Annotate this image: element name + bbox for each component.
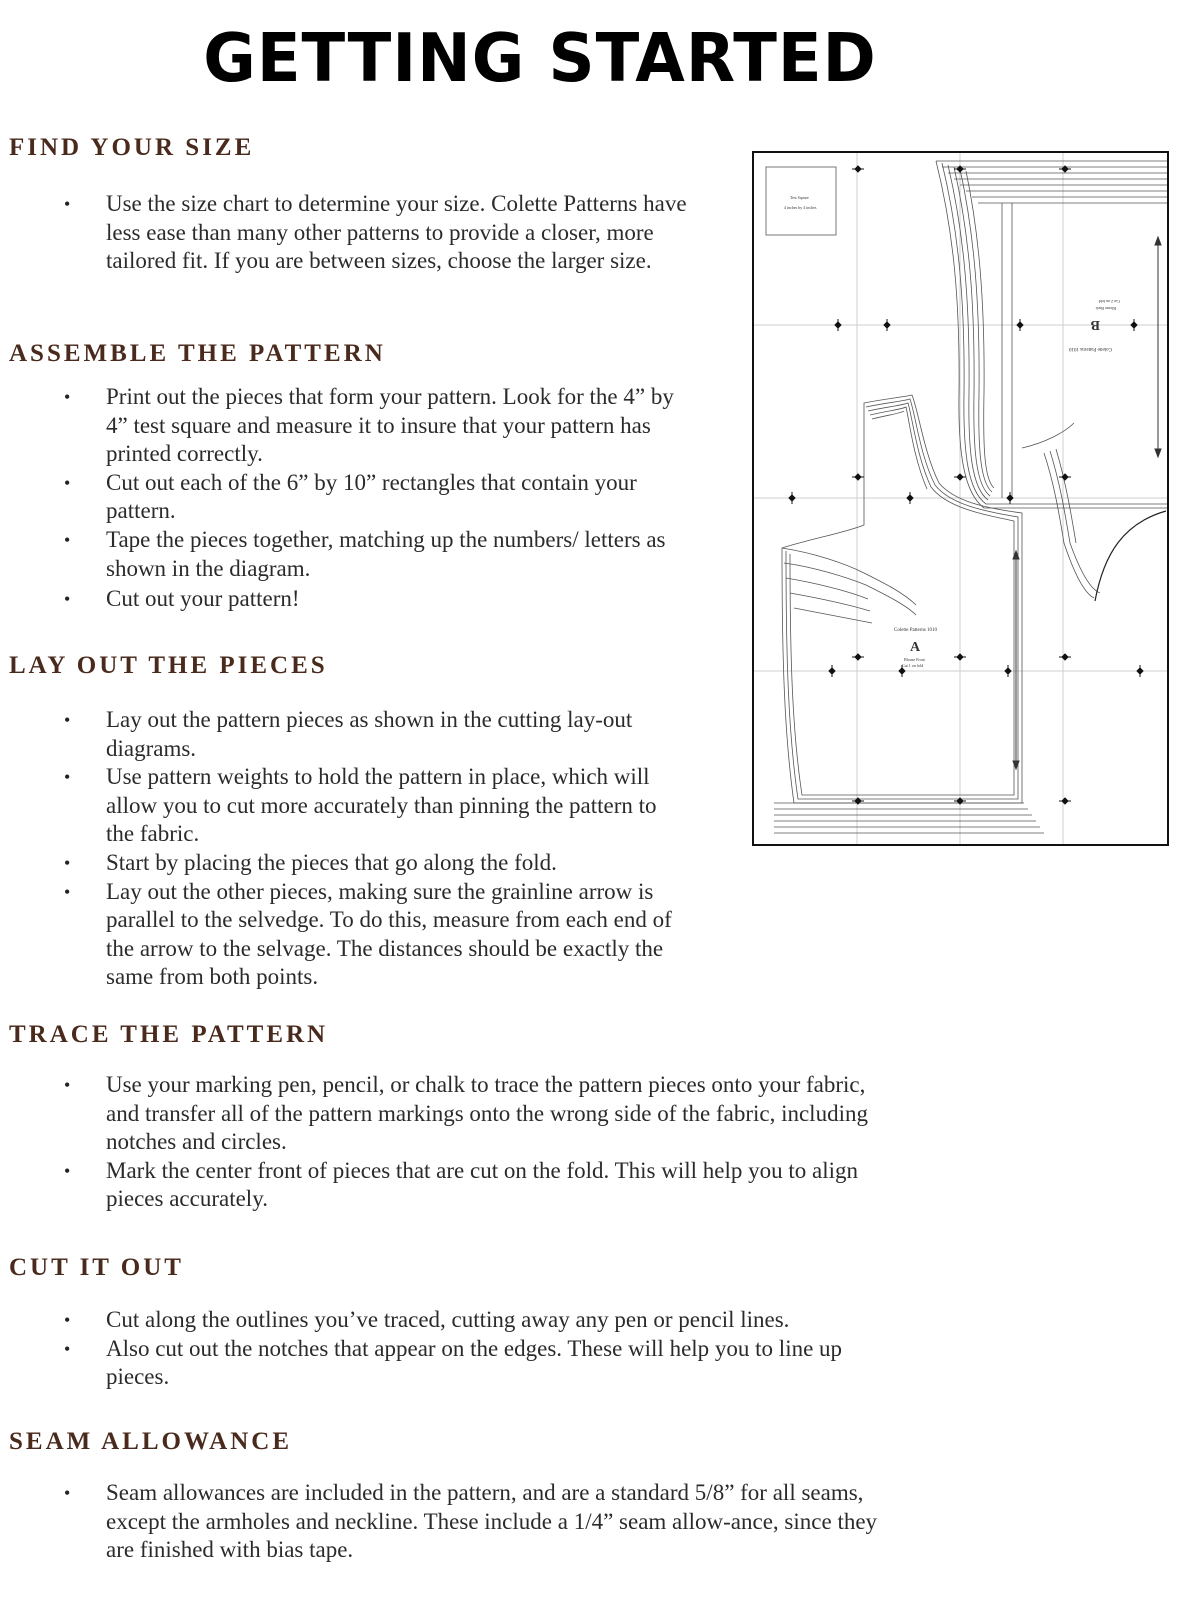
list-item: • Use your marking pen, pencil, or chalk to trace the pattern pieces onto your fabric, and transfer all of the pattern markings onto the wrong side of the fabric, including notches and circles. <box>64 1072 868 1155</box>
test-square <box>766 167 836 235</box>
list-item: • Cut out your pattern! <box>60 585 700 614</box>
svg-text:Blouse Front: Blouse Front <box>904 657 925 662</box>
section-heading-assemble-the-pattern: ASSEMBLE THE PATTERN <box>9 340 386 367</box>
list-item: • Lay out the pattern pieces as shown in the cutting lay-out diagrams. <box>64 707 633 761</box>
list-item: • Tape the pieces together, matching up the numbers/ letters as shown in the diagram. <box>64 526 666 581</box>
find-your-size-list <box>60 190 700 276</box>
list-item: • Cut along the outlines you’ve traced, cutting away any pen or pencil lines. <box>60 1306 890 1335</box>
trace-the-pattern-list <box>60 1071 890 1214</box>
bullet-icon: • <box>64 767 71 788</box>
list-item: • Seam allowances are included in the pattern, and are a standard 5/8” for all seams, except the armholes and neckline. These include a 1/4” seam allow-ance, since they are finished with bias tape. <box>64 1480 878 1563</box>
list-item: • Start by placing the pieces that go along the fold. <box>60 849 690 878</box>
piece-b-letter: B <box>1090 317 1100 332</box>
svg-text:Colette Patterns 1010: Colette Patterns 1010 <box>894 628 938 633</box>
svg-text:Cut 1 on fold: Cut 1 on fold <box>902 663 924 668</box>
svg-text:Colette Patterns 1010: Colette Patterns 1010 <box>1068 346 1112 351</box>
svg-text:4 inches by 4 inches: 4 inches by 4 inches <box>784 205 817 210</box>
bullet-icon: • <box>64 1310 71 1330</box>
list-item: • Use pattern weights to hold the pattern in place, which will allow you to cut more accurately than pinning the pattern to the fabric. <box>64 764 657 847</box>
section-heading-seam-allowance: SEAM ALLOWANCE <box>9 1428 293 1455</box>
bullet-icon: • <box>64 1075 71 1095</box>
section-heading-lay-out-the-pieces: LAY OUT THE PIECES <box>9 652 328 679</box>
list-item: • Mark the center front of pieces that are cut on the fold. This will help you to align pieces accurately. <box>64 1157 858 1212</box>
pattern-pieces-illustration <box>754 153 1167 844</box>
bullet-icon: • <box>64 472 71 493</box>
svg-text:Cut 2 on fold: Cut 2 on fold <box>1098 299 1120 304</box>
pattern-piece-a <box>774 395 1166 833</box>
bullet-icon: • <box>64 387 71 407</box>
list-item: • Cut out each of the 6” by 10” rectangles that contain your pattern. <box>64 469 637 524</box>
list-item: • Lay out the other pieces, making sure the grainline arrow is parallel to the selvedge. To do this, measure from each end of the arrow to the selvage. The distances should be exactly the same from both points. <box>64 878 672 990</box>
page-title: GETTING STARTED <box>203 20 877 98</box>
pattern-assembly-diagram <box>752 151 1169 846</box>
list-item: • Print out the pieces that form your pattern. Look for the 4” by 4” test square and measure it to insure that your pattern has printed correctly. <box>64 384 674 467</box>
bullet-icon: • <box>64 1483 71 1503</box>
svg-text:Blouse Back: Blouse Back <box>1095 306 1116 311</box>
list-item: • Also cut out the notches that appear on the edges. These will help you to line up pieces. <box>64 1335 843 1390</box>
lay-out-the-pieces-list <box>60 706 690 992</box>
cut-it-out-list <box>60 1306 890 1392</box>
section-heading-find-your-size: FIND YOUR SIZE <box>9 134 255 161</box>
bullet-icon: • <box>64 852 71 873</box>
bullet-icon: • <box>64 589 71 610</box>
list-item: • Use the size chart to determine your size. Colette Patterns have less ease than many other patterns to provide a closer, more tailored fit. If you are between sizes, choose the larger size. <box>64 191 687 274</box>
piece-a-letter: A <box>910 640 921 655</box>
bullet-icon: • <box>64 529 71 550</box>
svg-text:Test Square: Test Square <box>790 195 809 200</box>
bullet-icon: • <box>64 194 71 214</box>
bullet-icon: • <box>64 1160 71 1181</box>
section-heading-trace-the-pattern: TRACE THE PATTERN <box>9 1021 329 1048</box>
bullet-icon: • <box>64 881 71 902</box>
bullet-icon: • <box>64 1338 71 1359</box>
bullet-icon: • <box>64 710 71 730</box>
assemble-the-pattern-list <box>60 383 700 614</box>
seam-allowance-list <box>60 1479 890 1565</box>
section-heading-cut-it-out: CUT IT OUT <box>9 1254 184 1281</box>
